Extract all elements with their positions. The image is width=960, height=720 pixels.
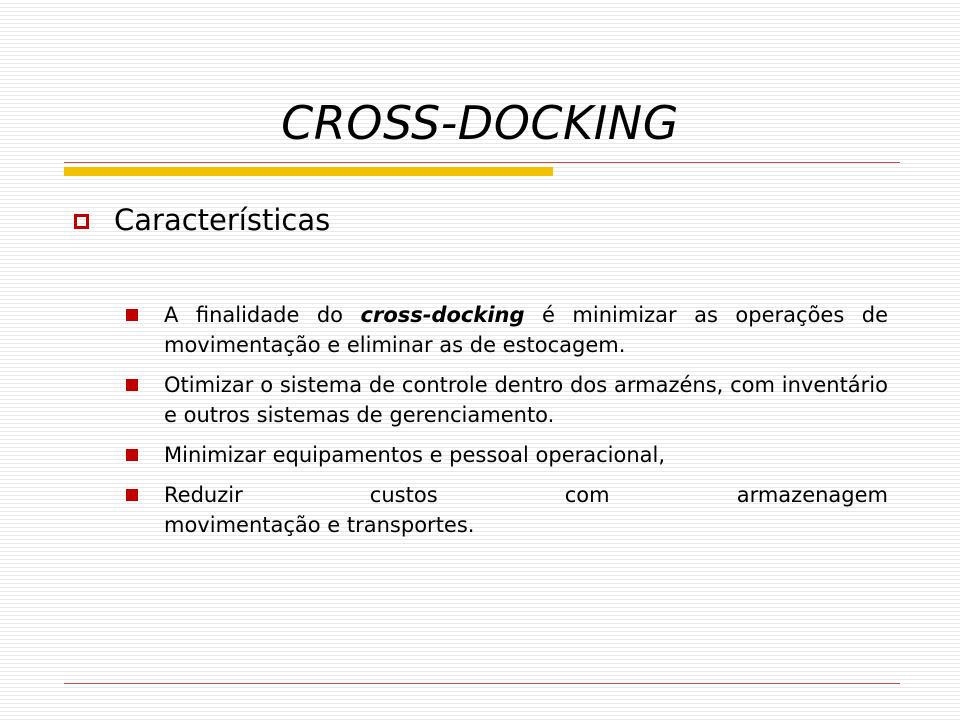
title-divider-line bbox=[64, 162, 900, 163]
slide-title: CROSS-DOCKING bbox=[281, 96, 679, 150]
bullet-text-line-2: movimentação e transportes. bbox=[164, 513, 475, 537]
title-accent-bar bbox=[64, 167, 553, 176]
bullet-text-after: é minimizar as operações de movimentação e eliminar as de estocagem. bbox=[164, 303, 889, 357]
hollow-square-bullet-icon bbox=[74, 214, 89, 229]
footer-divider-line bbox=[64, 683, 900, 684]
square-bullet-icon bbox=[126, 489, 138, 501]
list-item bbox=[126, 480, 888, 540]
list-item bbox=[126, 440, 888, 470]
list-item bbox=[126, 370, 888, 430]
bullet-text-line-1: Reduzir custos com armazenagem bbox=[164, 483, 888, 507]
bullet-text: Minimizar equipamentos e pessoal operacional, bbox=[164, 443, 666, 467]
bullet-emphasis: cross-docking bbox=[360, 303, 525, 327]
section-header bbox=[74, 198, 330, 242]
section-heading: Características bbox=[114, 203, 331, 237]
bullet-list bbox=[126, 300, 888, 550]
bullet-text-before: A finalidade do bbox=[164, 303, 361, 327]
square-bullet-icon bbox=[126, 309, 138, 321]
bullet-text: Otimizar o sistema de controle dentro dos armazéns, com inventário e outros sistemas de gerenciamento. bbox=[164, 373, 888, 427]
list-item bbox=[126, 300, 888, 360]
square-bullet-icon bbox=[126, 379, 138, 391]
square-bullet-icon bbox=[126, 449, 138, 461]
